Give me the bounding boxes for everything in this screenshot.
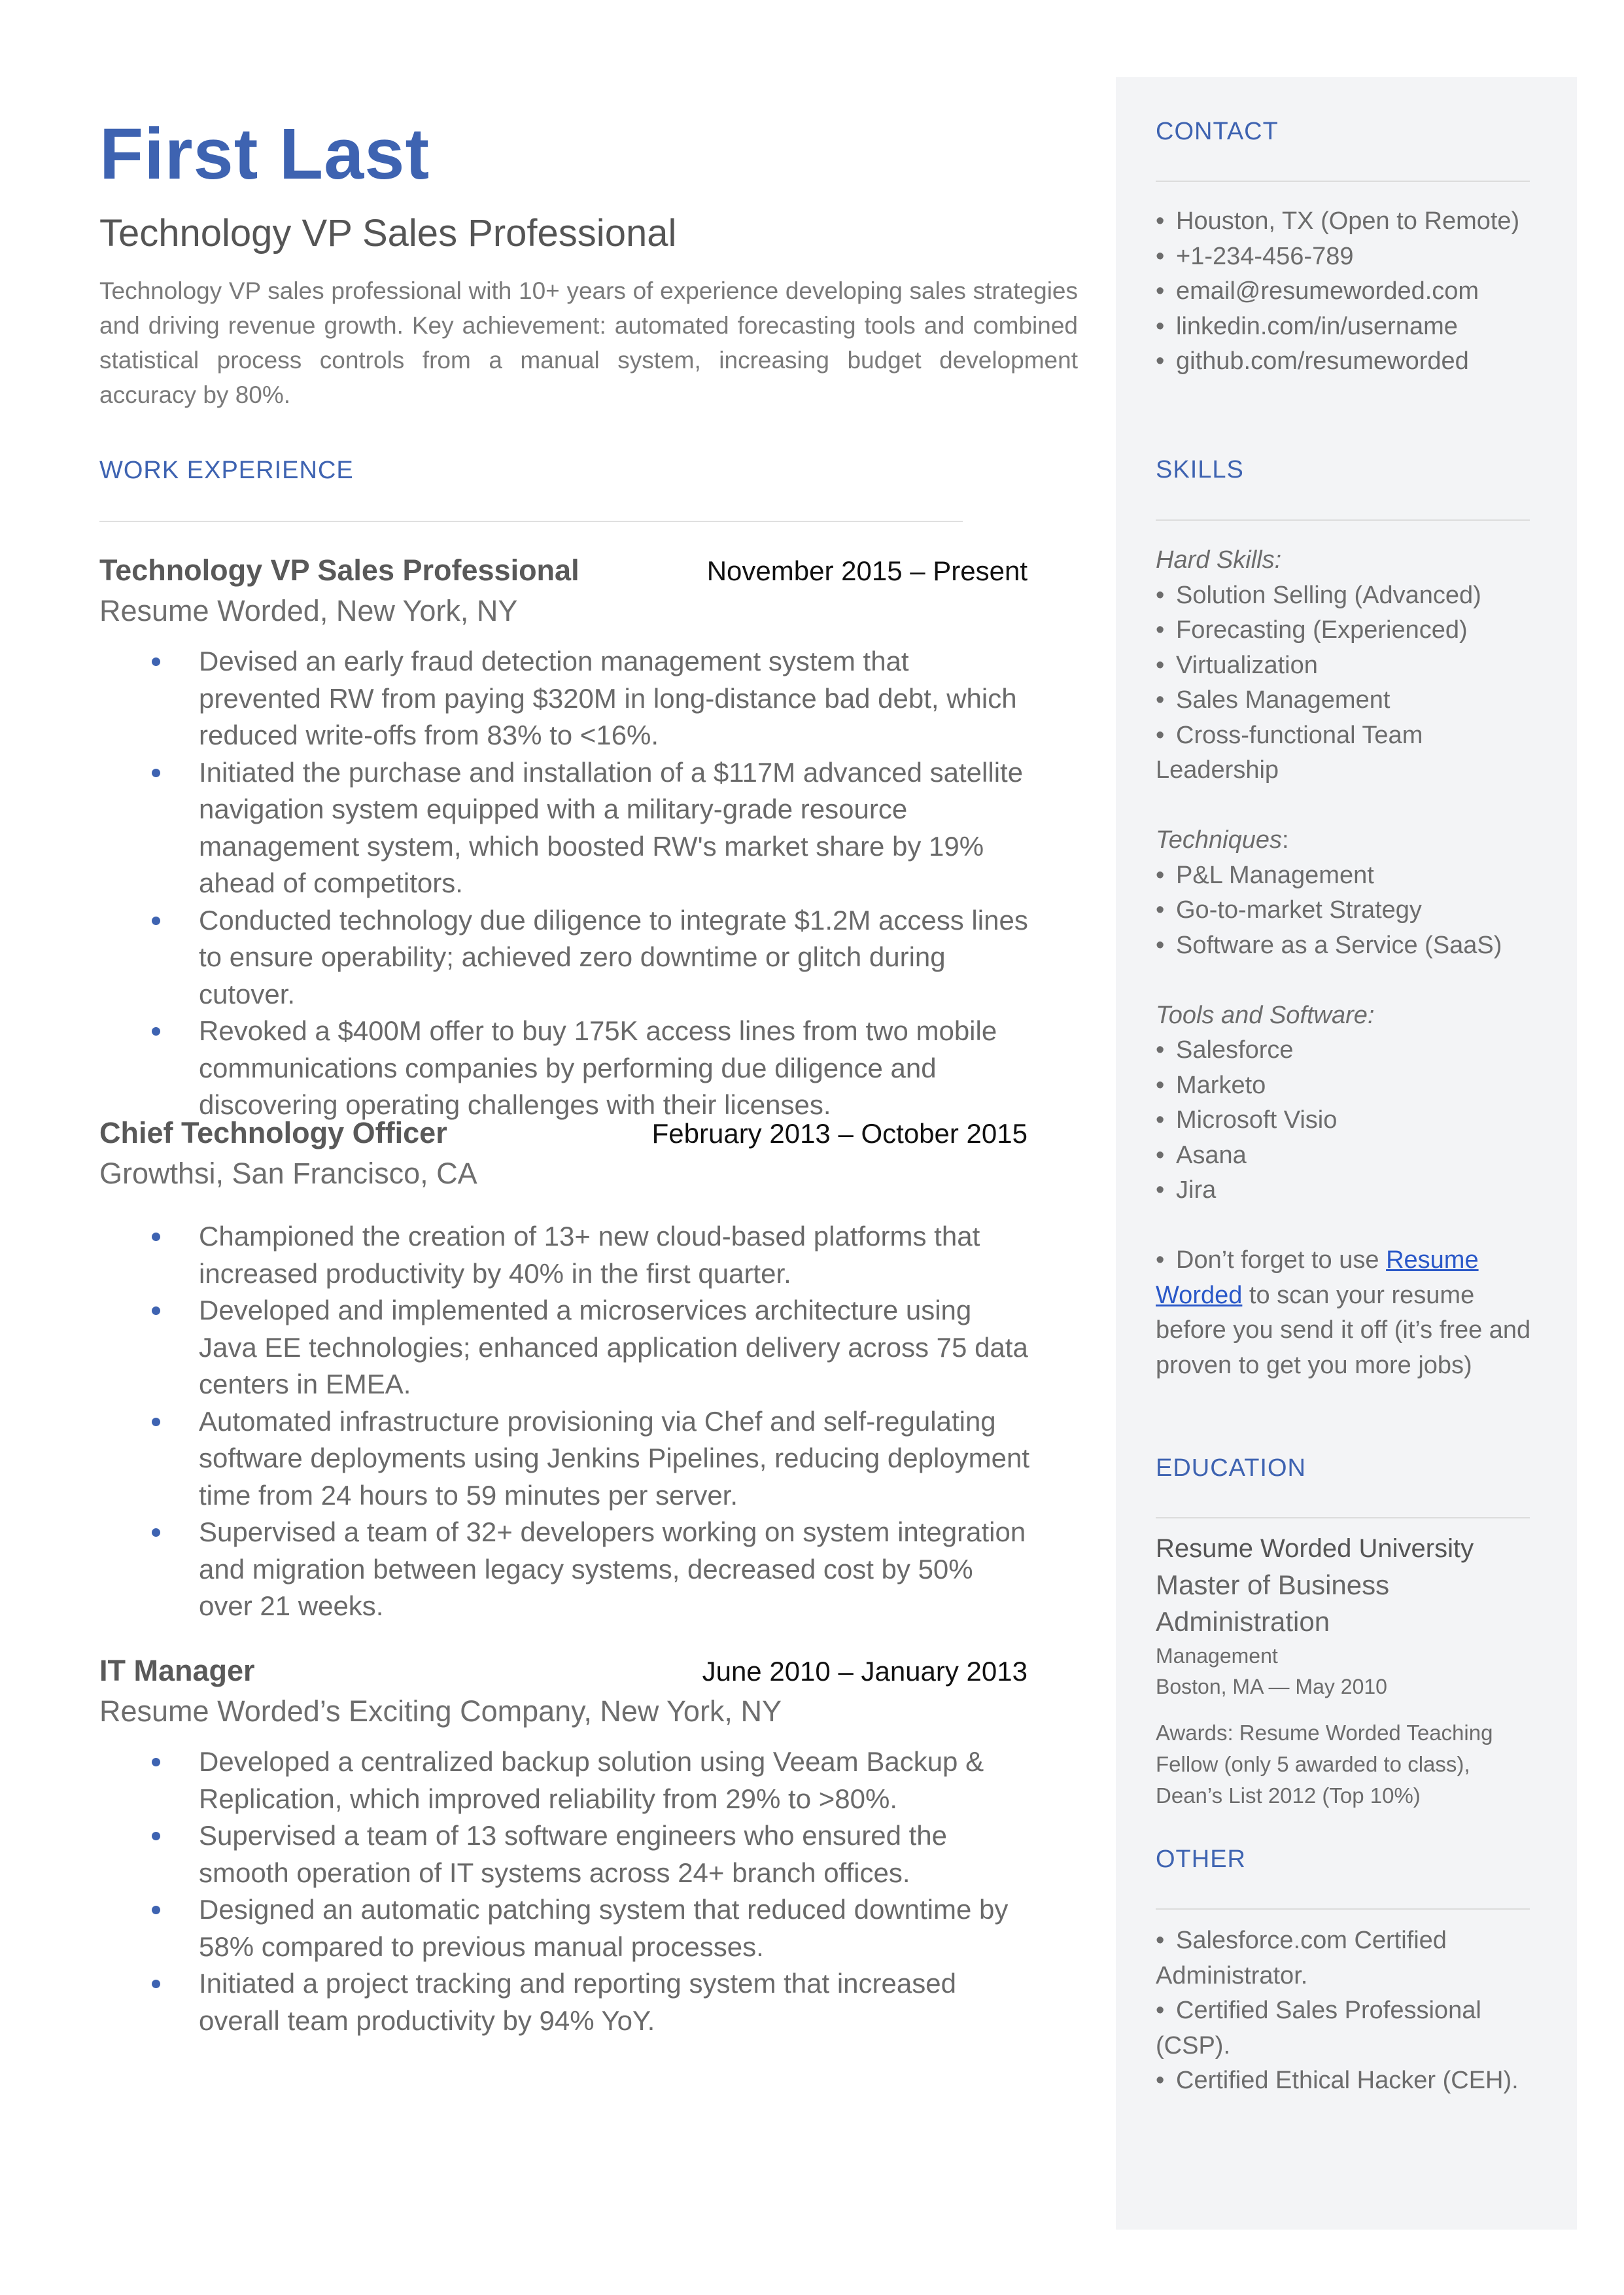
skills-list: [1156, 543, 1542, 1383]
job-bullet: Championed the creation of 13+ new cloud-based platforms that increased productivity by 40% in the first quarter.: [99, 1218, 1031, 1292]
skill-item: • Jira: [1156, 1176, 1217, 1204]
job-bullet: Automated infrastructure provisioning via Chef and self-regulating software deployments using Jenkins Pipelines, reducing deployment time from 24 hours to 59 minutes per server.: [99, 1403, 1031, 1515]
education-heading: EDUCATION: [1156, 1454, 1306, 1482]
skill-item: • Asana: [1156, 1141, 1247, 1169]
tools-label: Tools and Software:: [1156, 1001, 1375, 1029]
skill-item: • Software as a Service (SaaS): [1156, 931, 1502, 959]
skill-item: • Go-to-market Strategy: [1156, 896, 1422, 924]
job-bullet: Revoked a $400M offer to buy 175K access lines from two mobile communications companies by performing due diligence and discovering operating challenges with their licenses.: [99, 1013, 1031, 1124]
other-divider: [1156, 1908, 1530, 1910]
summary-paragraph: Technology VP sales professional with 10+ years of experience developing sales strategies and driving revenue growth. Key achievement: automated forecasting tools and combined statistical process controls from a manual system, increasing budget development accuracy by 80%.: [99, 277, 1078, 408]
skill-item: • Cross-functional Team Leadership: [1156, 721, 1423, 784]
education-location-date: Boston, MA — May 2010: [1156, 1675, 1387, 1698]
job-dates: November 2015 – Present: [706, 555, 1028, 586]
job-bullet: Developed and implemented a microservices architecture using Java EE technologies; enhanced application delivery across 75 data centers in EMEA.: [99, 1292, 1031, 1403]
job-dates: June 2010 – January 2013: [702, 1656, 1028, 1687]
job-company: Resume Worded’s Exciting Company, New York, NY: [99, 1694, 782, 1728]
other-heading: OTHER: [1156, 1846, 1246, 1873]
skill-item: • P&L Management: [1156, 861, 1374, 889]
other-list: [1156, 1923, 1522, 2099]
certification-item: • Certified Sales Professional (CSP).: [1156, 1997, 1481, 2059]
job-bullet: Supervised a team of 32+ developers working on system integration and migration between legacy systems, decreased cost by 50% over 21 weeks.: [99, 1514, 1031, 1625]
skill-item: • Sales Management: [1156, 686, 1391, 714]
candidate-title: Technology VP Sales Professional: [99, 212, 677, 254]
techniques-label: Techniques:: [1156, 826, 1289, 854]
education-school: Resume Worded University: [1156, 1534, 1474, 1563]
contact-heading: CONTACT: [1156, 118, 1279, 145]
job-bullets: [99, 1743, 1031, 2039]
job-bullet: Designed an automatic patching system that reduced downtime by 58% compared to previous manual processes.: [99, 1891, 1031, 1965]
skill-item: • Solution Selling (Advanced): [1156, 581, 1481, 609]
skill-item: • Forecasting (Experienced): [1156, 616, 1468, 644]
contact-divider: [1156, 181, 1530, 182]
work-experience-heading: WORK EXPERIENCE: [99, 457, 354, 484]
contact-email[interactable]: • email@resumeworded.com: [1156, 277, 1479, 305]
job-bullets: [99, 1218, 1031, 1625]
skill-item: • Marketo: [1156, 1071, 1266, 1099]
education-awards: Awards: Resume Worded Teaching Fellow (only 5 awarded to class), Dean’s List 2012 (Top 10%): [1156, 1721, 1493, 1808]
resume-worded-tip: • Don’t forget to use Resume Worded to scan your resume before you send it off (it’s free and proven to get you more jobs): [1156, 1246, 1531, 1379]
skills-heading: SKILLS: [1156, 456, 1244, 483]
job-company: Resume Worded, New York, NY: [99, 594, 518, 627]
education-degree: Master of Business Administration: [1156, 1569, 1390, 1637]
certification-item: • Salesforce.com Certified Administrator.: [1156, 1927, 1447, 1989]
job-bullets: [99, 643, 1031, 1124]
job-bullet: Initiated the purchase and installation of a $117M advanced satellite navigation system equipped with a military-grade resource management system, which boosted RW's market share by 19% ahead of competitors.: [99, 754, 1031, 902]
job-bullet: Devised an early fraud detection management system that prevented RW from paying $320M in long-distance bad debt, which reduced write-offs from 83% to <16%.: [99, 643, 1031, 754]
education-field: Management: [1156, 1644, 1278, 1668]
job-title: IT Manager: [99, 1654, 255, 1687]
job-bullet: Developed a centralized backup solution using Veeam Backup & Replication, which improved reliability from 29% to >80%.: [99, 1743, 1031, 1817]
skill-item: • Virtualization: [1156, 651, 1318, 679]
hard-skills-label: Hard Skills:: [1156, 546, 1282, 574]
work-divider: [99, 521, 963, 522]
skills-divider: [1156, 519, 1530, 521]
contact-linkedin[interactable]: • linkedin.com/in/username: [1156, 312, 1458, 340]
job-bullet: Initiated a project tracking and reporting system that increased overall team productivity by 94% YoY.: [99, 1965, 1031, 2039]
contact-phone: • +1-234-456-789: [1156, 242, 1354, 270]
resume-worded-link[interactable]: Resume Worded: [1156, 1246, 1479, 1309]
contact-list: [1156, 204, 1542, 379]
contact-location: • Houston, TX (Open to Remote): [1156, 207, 1520, 235]
job-bullet: Supervised a team of 13 software engineers who ensured the smooth operation of IT systems across 24+ branch offices.: [99, 1817, 1031, 1891]
contact-github[interactable]: • github.com/resumeworded: [1156, 347, 1469, 375]
job-company: Growthsi, San Francisco, CA: [99, 1157, 477, 1190]
job-title: Technology VP Sales Professional: [99, 553, 579, 587]
education-divider: [1156, 1517, 1530, 1518]
certification-item: • Certified Ethical Hacker (CEH).: [1156, 2067, 1519, 2094]
job-dates: February 2013 – October 2015: [651, 1118, 1028, 1149]
skill-item: • Microsoft Visio: [1156, 1106, 1338, 1134]
candidate-name: First Last: [99, 114, 430, 194]
job-title: Chief Technology Officer: [99, 1116, 447, 1149]
skill-item: • Salesforce: [1156, 1036, 1294, 1064]
job-bullet: Conducted technology due diligence to integrate $1.2M access lines to ensure operability; achieved zero downtime or glitch during cutover.: [99, 902, 1031, 1013]
